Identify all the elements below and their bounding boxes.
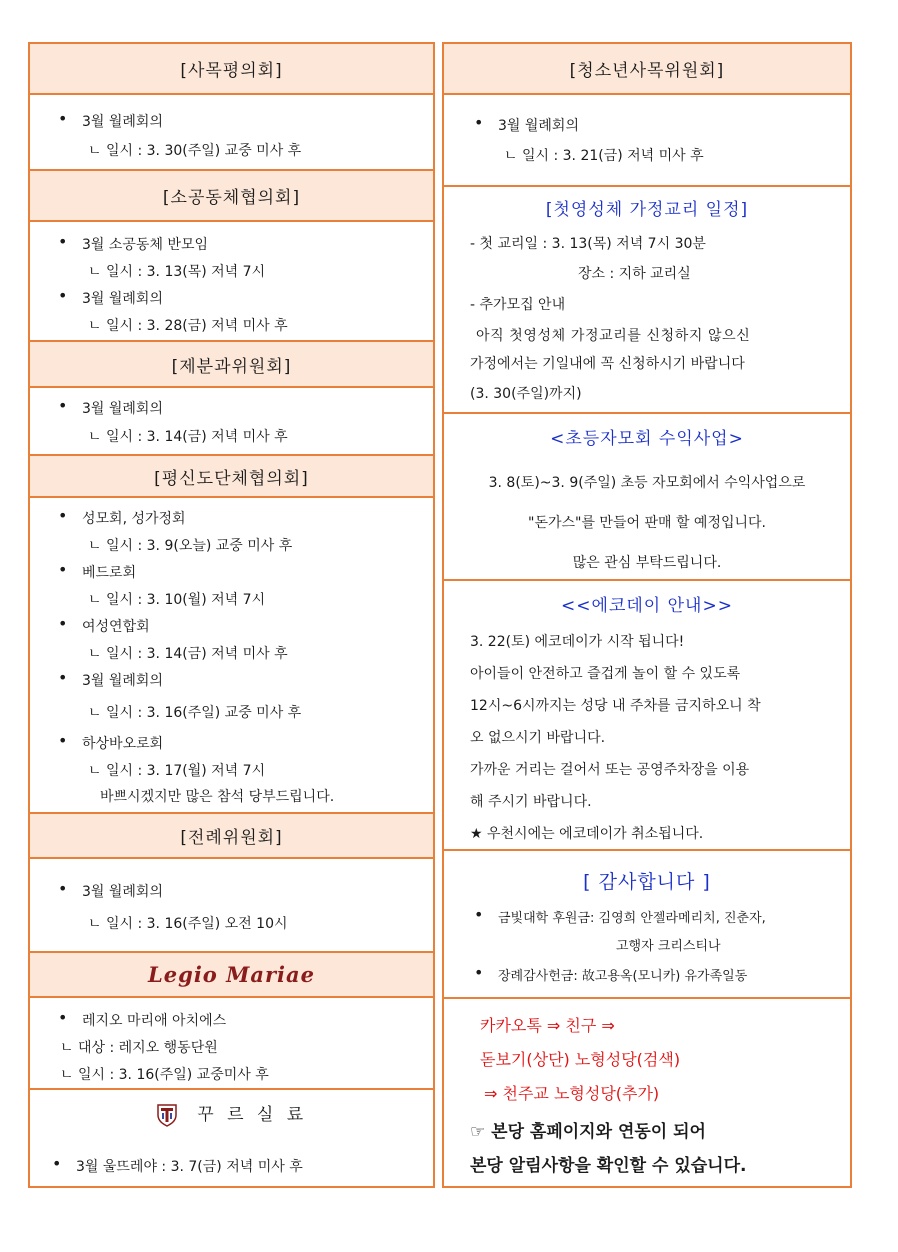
legio-line-3: ㄴ 일시 : 3. 16(주일) 교중미사 후 bbox=[60, 1067, 269, 1083]
pyeongsin-item-name: • 성모회, 성가정회 bbox=[82, 508, 186, 528]
ecoday-line-3: 12시~6시까지는 성당 내 주차를 금지하오니 착 bbox=[470, 698, 761, 714]
elementary-line-1: 3. 8(토)~3. 9(주일) 초등 자모회에서 수익사업으로 bbox=[488, 475, 806, 491]
communion-line-4: 아직 첫영성체 가정교리를 신청하지 않으신 bbox=[476, 328, 751, 344]
ecoday-line-4: 오 없으시기 바랍니다. bbox=[470, 730, 606, 746]
thanks-line-1: • 금빛대학 후원금: 김영희 안젤라메리치, 진춘자, bbox=[498, 907, 766, 926]
sogong-header bbox=[30, 171, 433, 222]
cursillo-title: 꾸 르 실 료 bbox=[197, 1105, 308, 1125]
kakao-line-3: ⇒ 천주교 노형성당(추가) bbox=[484, 1084, 660, 1103]
youth-header bbox=[444, 44, 850, 95]
pyeongsin-body bbox=[30, 498, 433, 814]
jebun-line-2: ㄴ 일시 : 3. 14(금) 저녁 미사 후 bbox=[88, 429, 288, 445]
pyeongsin-item-date: ㄴ 일시 : 3. 9(오늘) 교중 미사 후 bbox=[88, 538, 293, 554]
jebun-title: [제분과위원회] bbox=[171, 356, 292, 377]
pyeongsin-item-name: • 하상바오로회 bbox=[82, 733, 163, 753]
pyeongsin-item-date: ㄴ 일시 : 3. 10(월) 저녁 7시 bbox=[88, 592, 266, 608]
kakao-line-4: ☞ 본당 홈페이지와 연동이 되어 bbox=[470, 1122, 706, 1142]
thanks-line-2: 고행자 크리스티나 bbox=[616, 939, 721, 954]
sogong-line-4: ㄴ 일시 : 3. 28(금) 저녁 미사 후 bbox=[88, 318, 288, 334]
youth-title: [청소년사목위원회] bbox=[569, 61, 725, 81]
youth-line-1: • 3월 월례회의 bbox=[498, 115, 579, 135]
legio-body bbox=[30, 998, 433, 1090]
legio-line-2: ㄴ 대상 : 레지오 행동단원 bbox=[60, 1040, 218, 1056]
elementary-line-2: "돈가스"를 만들어 판매 할 예정입니다. bbox=[528, 515, 766, 531]
ecoday-title: <<에코데이 안내>> bbox=[561, 596, 733, 616]
cursillo-section bbox=[30, 1090, 433, 1186]
sogong-title: [소공동체협의회] bbox=[162, 188, 301, 208]
elementary-section bbox=[444, 414, 850, 581]
pyeongsin-item-name: • 3월 월례회의 bbox=[82, 670, 163, 690]
sogong-line-2: ㄴ 일시 : 3. 13(목) 저녁 7시 bbox=[88, 264, 266, 280]
communion-section bbox=[444, 187, 850, 414]
samok-body bbox=[30, 95, 433, 171]
ecoday-line-7: ★ 우천시에는 에코데이가 취소됩니다. bbox=[470, 826, 704, 842]
kakao-line-1: 카카오톡 ⇒ 친구 ⇒ bbox=[480, 1016, 615, 1035]
sogong-line-1: • 3월 소공동체 반모임 bbox=[82, 234, 208, 254]
kakao-section bbox=[444, 999, 850, 1186]
elementary-title: <초등자모회 수익사업> bbox=[550, 429, 744, 449]
jebun-line-1: • 3월 월례회의 bbox=[82, 398, 163, 418]
samok-line-1: • 3월 월례회의 bbox=[82, 111, 163, 131]
cursillo-header bbox=[30, 1100, 433, 1127]
thanks-section bbox=[444, 851, 850, 999]
sogong-body bbox=[30, 222, 433, 342]
youth-body bbox=[444, 95, 850, 187]
right-column bbox=[442, 42, 852, 1188]
pyeongsin-title: [평신도단체협의회] bbox=[154, 468, 309, 489]
samok-title: [사목평의회] bbox=[180, 61, 283, 81]
jeonrye-body bbox=[30, 859, 433, 953]
ecoday-line-2: 아이들이 안전하고 즐겁게 놀이 할 수 있도록 bbox=[470, 666, 741, 682]
jeonrye-title: [전례위원회] bbox=[180, 828, 283, 848]
pyeongsin-note: 바쁘시겠지만 많은 참석 당부드립니다. bbox=[100, 789, 335, 805]
communion-line-5: 가정에서는 기일내에 꼭 신청하시기 바랍니다 bbox=[470, 356, 745, 372]
legio-header bbox=[30, 953, 433, 998]
jebun-body bbox=[30, 388, 433, 456]
ecoday-line-1: 3. 22(토) 에코데이가 시작 됩니다! bbox=[470, 634, 685, 650]
ecoday-line-5: 가까운 거리는 걸어서 또는 공영주차장을 이용 bbox=[470, 762, 750, 778]
cursillo-line-1: • 3월 울뜨레야 : 3. 7(금) 저녁 미사 후 bbox=[76, 1156, 303, 1176]
jeonrye-line-2: ㄴ 일시 : 3. 16(주일) 오전 10시 bbox=[88, 916, 288, 932]
pyeongsin-item-date: ㄴ 일시 : 3. 16(주일) 교중 미사 후 bbox=[88, 705, 302, 721]
pyeongsin-item-date: ㄴ 일시 : 3. 14(금) 저녁 미사 후 bbox=[88, 646, 288, 662]
legio-title: Legio Mariae bbox=[148, 962, 315, 987]
pyeongsin-header bbox=[30, 456, 433, 498]
pyeongsin-item-date: ㄴ 일시 : 3. 17(월) 저녁 7시 bbox=[88, 763, 266, 779]
pyeongsin-item-name: • 베드로회 bbox=[82, 562, 136, 582]
elementary-line-3: 많은 관심 부탁드립니다. bbox=[572, 555, 722, 571]
thanks-title: [ 감사합니다 ] bbox=[583, 871, 711, 893]
samok-line-2: ㄴ 일시 : 3. 30(주일) 교중 미사 후 bbox=[88, 143, 302, 159]
jeonrye-header bbox=[30, 814, 433, 859]
youth-line-2: ㄴ 일시 : 3. 21(금) 저녁 미사 후 bbox=[504, 148, 704, 164]
communion-line-3: - 추가모집 안내 bbox=[470, 297, 566, 313]
jeonrye-line-1: • 3월 월례회의 bbox=[82, 881, 163, 901]
communion-line-6: (3. 30(주일)까지) bbox=[470, 386, 582, 402]
left-column bbox=[28, 42, 435, 1188]
kakao-line-5: 본당 알림사항을 확인할 수 있습니다. bbox=[470, 1156, 747, 1176]
kakao-line-2: 돋보기(상단) 노형성당(검색) bbox=[480, 1050, 681, 1069]
jebun-header bbox=[30, 342, 433, 388]
thanks-line-3: • 장례감사헌금: 故고용옥(모니카) 유가족일동 bbox=[498, 965, 747, 984]
sogong-line-3: • 3월 월례회의 bbox=[82, 288, 163, 308]
cursillo-shield-icon bbox=[156, 1103, 178, 1127]
samok-header bbox=[30, 44, 433, 95]
communion-line-2: 장소 : 지하 교리실 bbox=[578, 266, 691, 282]
ecoday-line-6: 해 주시기 바랍니다. bbox=[470, 794, 592, 810]
communion-line-1: - 첫 교리일 : 3. 13(목) 저녁 7시 30분 bbox=[470, 236, 706, 252]
pyeongsin-item-name: • 여성연합회 bbox=[82, 616, 150, 636]
legio-line-1: • 레지오 마리애 아치에스 bbox=[82, 1010, 226, 1030]
ecoday-section bbox=[444, 581, 850, 851]
communion-title: [첫영성체 가정교리 일정] bbox=[545, 200, 749, 220]
